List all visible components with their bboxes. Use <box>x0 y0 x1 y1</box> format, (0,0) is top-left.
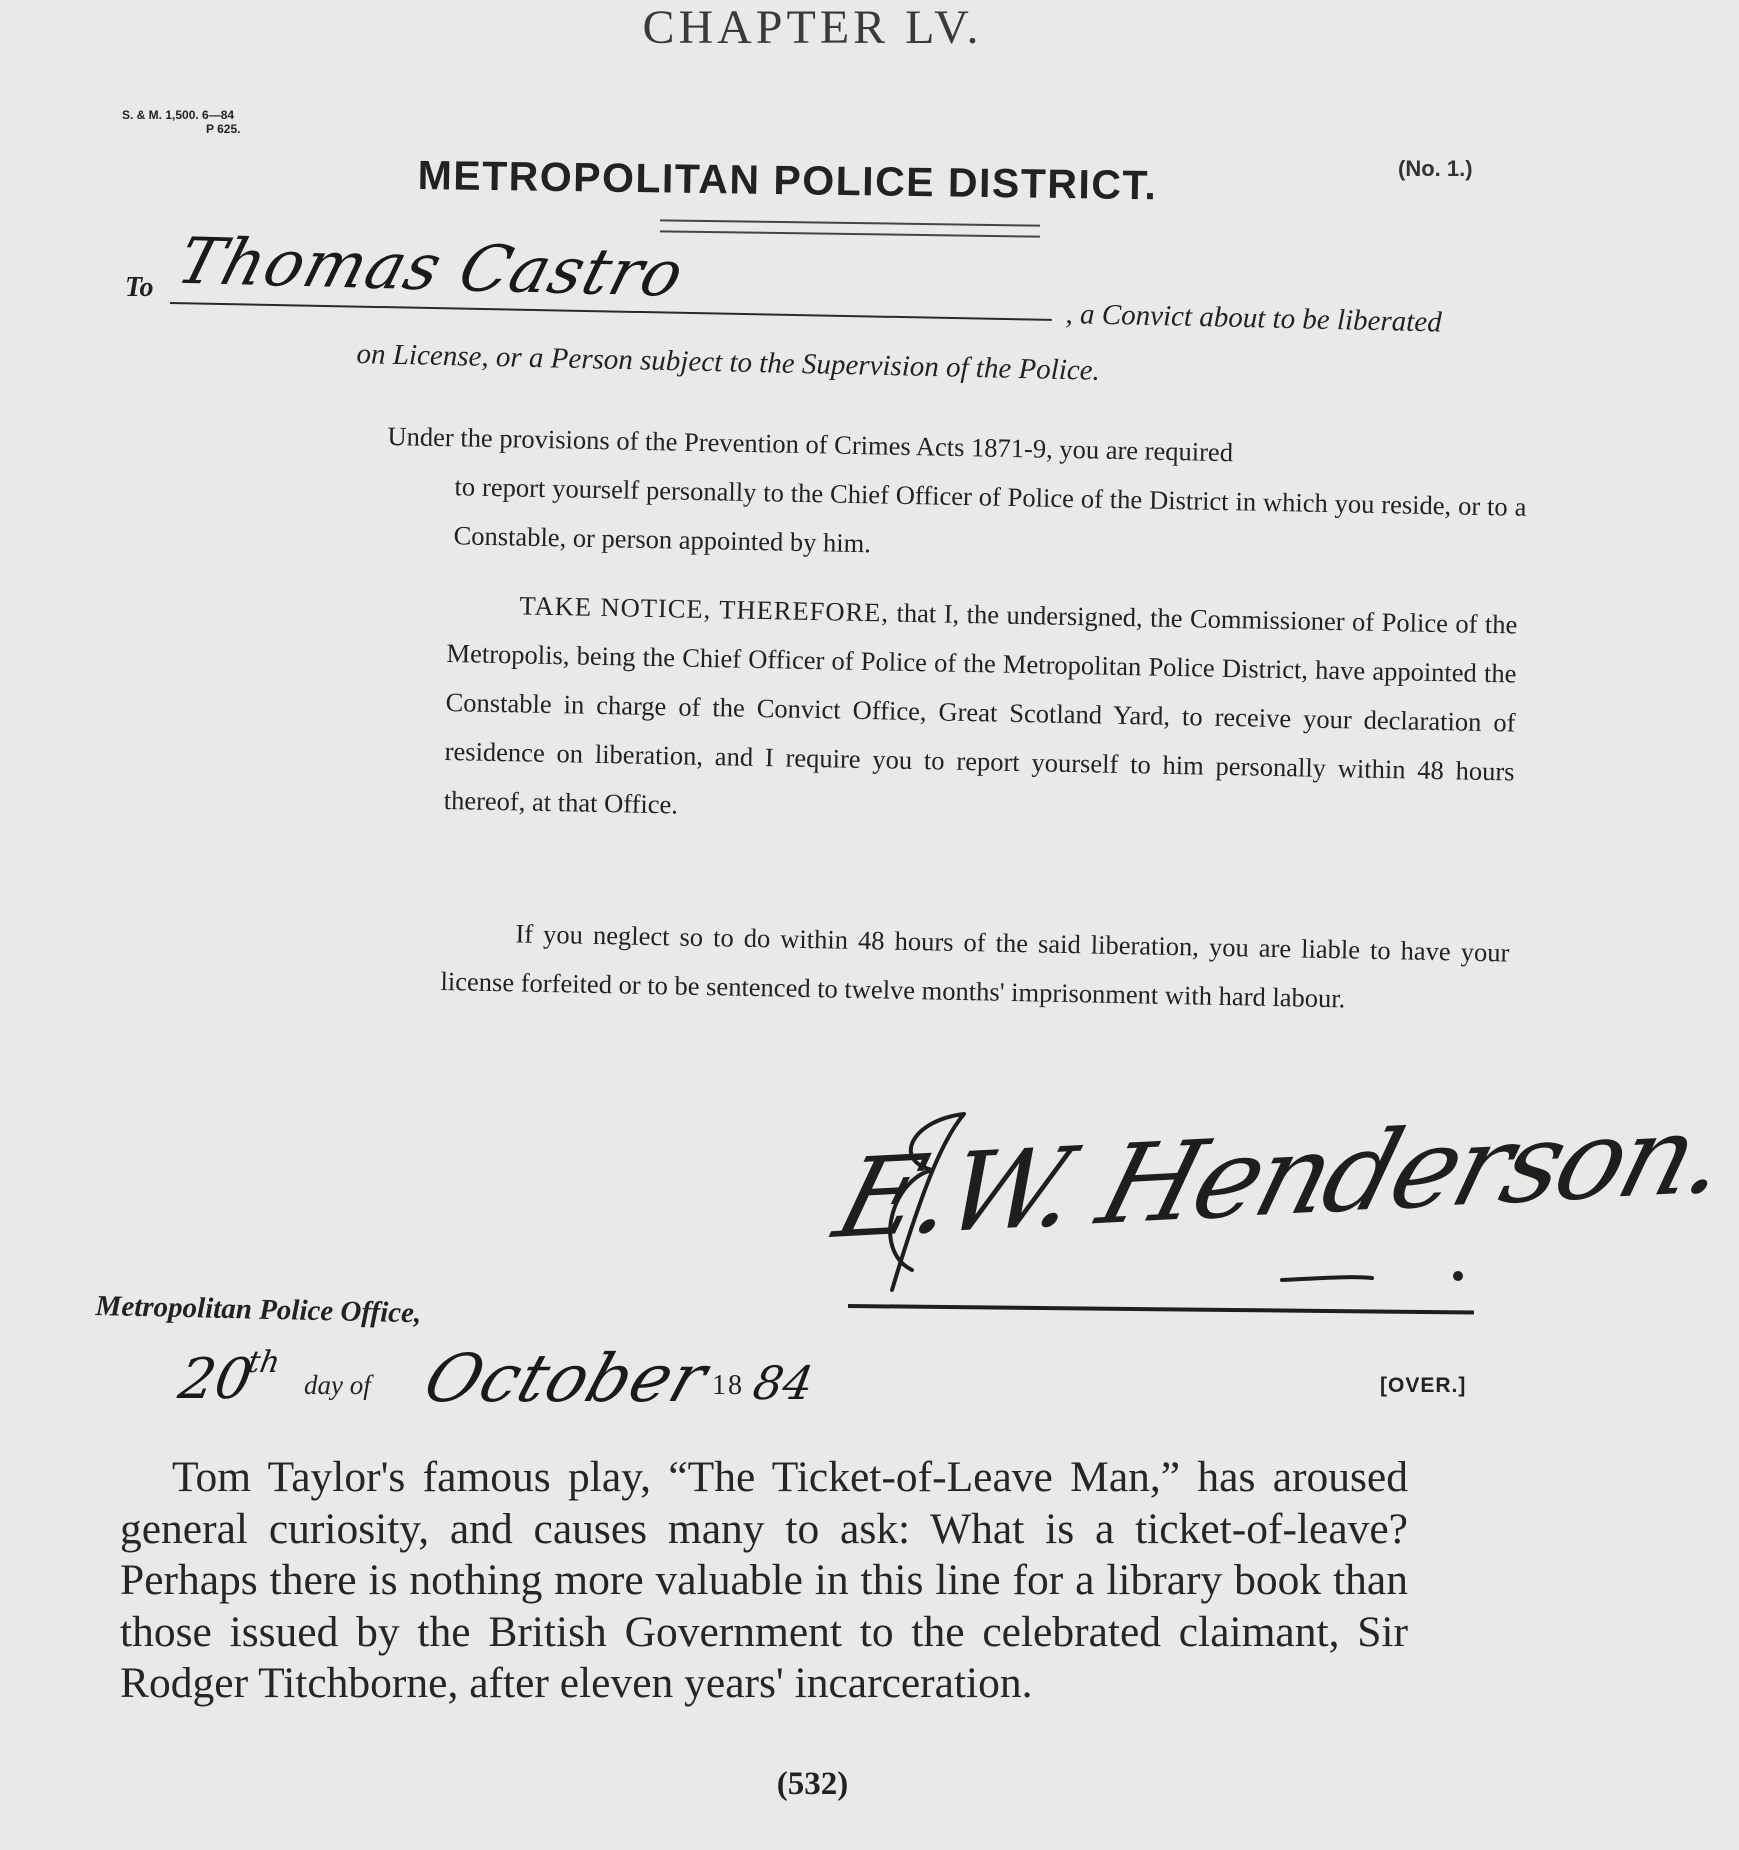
date-day-of: day of <box>304 1370 371 1400</box>
chapter-heading: CHAPTER LV. <box>642 1 983 54</box>
date-day-handwritten: 20th <box>174 1345 283 1412</box>
neglect-paragraph <box>440 908 1510 1026</box>
form-print-code <box>122 108 240 136</box>
form-print-code-line-1: S. & M. 1,500. 6—84 <box>122 108 235 122</box>
provisions-rest: to report yourself personally to the Chief Officer of Police of the District in which you reside, or to a Constable, or person appointed by him. <box>453 471 1527 559</box>
commissioner-signature: E.W. Henderson. <box>823 1089 1739 1263</box>
provisions-paragraph <box>385 412 1528 581</box>
notice-caps: TAKE NOTICE, THEREFORE, <box>519 590 890 628</box>
date-month-handwritten: October <box>414 1340 718 1417</box>
form-print-code-line-2: P 625. <box>206 122 241 136</box>
form-number: (No. 1.) <box>1398 156 1473 181</box>
office-label: Metropolitan Police Office, <box>95 1290 422 1330</box>
neglect-text: If you neglect so to do within 48 hours of the said liberation, you are liable to have your license forfeited or to be sentenced to twelve months' imprisonment with hard labour. <box>440 918 1510 1014</box>
notice-text: that I, the undersigned, the Commissioner of Police of the Metropolis, being the Chief Officer of Police of the Metropolitan Police District, have appointed the Constable in charge of the Convict Office, Great Scotland Yard, to receive your declaration of residence on liberation, and I require you to report yourself to him personally within 48 hours thereof, at that Office. <box>443 597 1518 820</box>
provisions-first-line: Under the provisions of the Prevention of Crimes Acts 1871-9, you are required <box>387 420 1234 468</box>
commentary-paragraph <box>120 1452 1408 1710</box>
notice-paragraph <box>443 580 1518 845</box>
date-year-handwritten: 84 <box>749 1356 818 1410</box>
convict-status-line-2: on License, or a Person subject to the Supervision of the Police. <box>356 338 1101 387</box>
over-label: [OVER.] <box>1380 1374 1467 1397</box>
to-label: To <box>125 272 154 303</box>
page-number: (532) <box>776 1766 849 1802</box>
commentary-text: Tom Taylor's famous play, “The Ticket-of-Leave Man,” has aroused general curiosity, and causes many to ask: What is a ticket-of-leave? Perhaps there is nothing more valuable in this line for a library book than those issued by the British Government to the celebrated claimant, Sir Rodger Titchborne, after eleven years' incarceration. <box>120 1453 1408 1707</box>
date-day-suffix: th <box>245 1345 283 1380</box>
recipient-name-handwritten: Thomas Castro <box>169 225 693 312</box>
date-year-printed: 18 <box>712 1370 744 1401</box>
title-double-rule <box>660 219 1040 237</box>
convict-status-line-1: , a Convict about to be liberated <box>1065 298 1443 339</box>
district-title: METROPOLITAN POLICE DISTRICT. <box>417 152 1158 209</box>
